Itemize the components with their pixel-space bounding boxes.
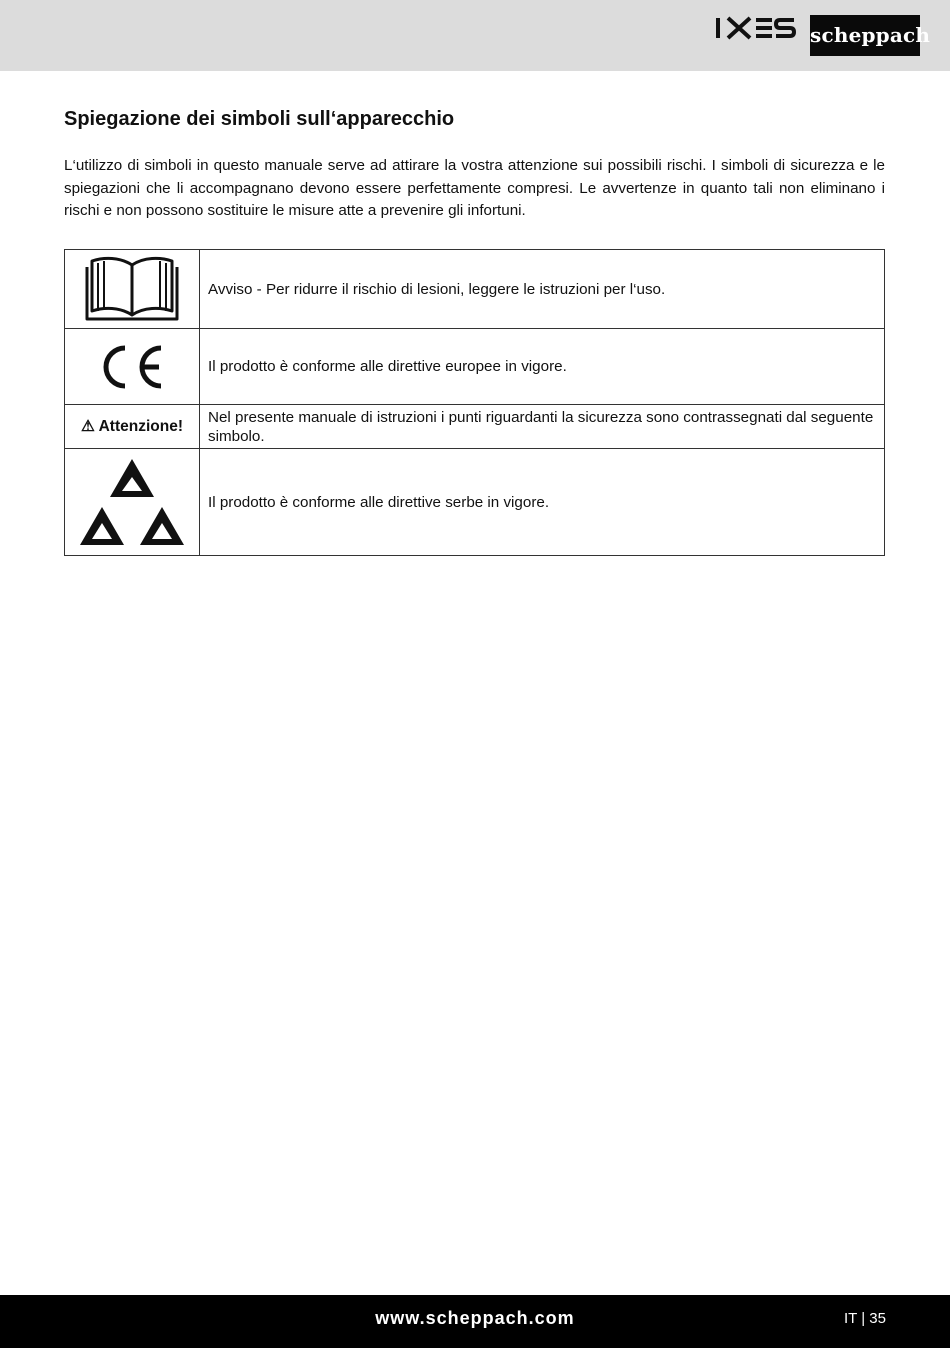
symbol-cell: [65, 405, 200, 449]
intro-paragraph: L‘utilizzo di simboli in questo manuale serve ad attirare la vostra attenzione sui possibili rischi. I simboli di sicurezza e le spiegazioni che li accompagnano devono essere perfettamente compresi. Le avvertenze in quanto tali non eliminano i rischi e non possono sostituire le misure atte a prevenire gli infortuni.: [64, 157, 885, 219]
scheppach-logo: scheppach: [810, 15, 920, 56]
page-header: [0, 0, 950, 71]
description-cell: Avviso - Per ridurre il rischio di lesioni, leggere le istruzioni per l‘uso.: [200, 250, 885, 329]
attention-label: ⚠ Attenzione!: [80, 418, 183, 435]
table-row: [65, 329, 885, 405]
ce-mark-icon: [99, 343, 165, 391]
website-link[interactable]: www.scheppach.com: [375, 1308, 575, 1328]
serbian-conformity-icon: [80, 457, 184, 547]
page-number: IT | 35: [844, 1310, 886, 1327]
table-row: [65, 405, 885, 449]
symbol-cell: [65, 329, 200, 405]
page-footer: [0, 1295, 950, 1348]
manual-book-icon: [84, 255, 180, 323]
table-row: [65, 250, 885, 329]
description-cell: Nel presente manuale di istruzioni i punti riguardanti la sicurezza sono contrassegnati dal seguente simbolo.: [200, 405, 885, 449]
page-title: Spiegazione dei simboli sull‘apparecchio: [64, 108, 455, 130]
ixes-logo: [714, 16, 796, 40]
table-row: [65, 449, 885, 556]
description-cell: Il prodotto è conforme alle direttive europee in vigore.: [200, 329, 885, 405]
symbol-cell: [65, 250, 200, 329]
description-cell: Il prodotto è conforme alle direttive serbe in vigore.: [200, 449, 885, 556]
symbols-table: [64, 249, 885, 556]
symbol-cell: [65, 449, 200, 556]
